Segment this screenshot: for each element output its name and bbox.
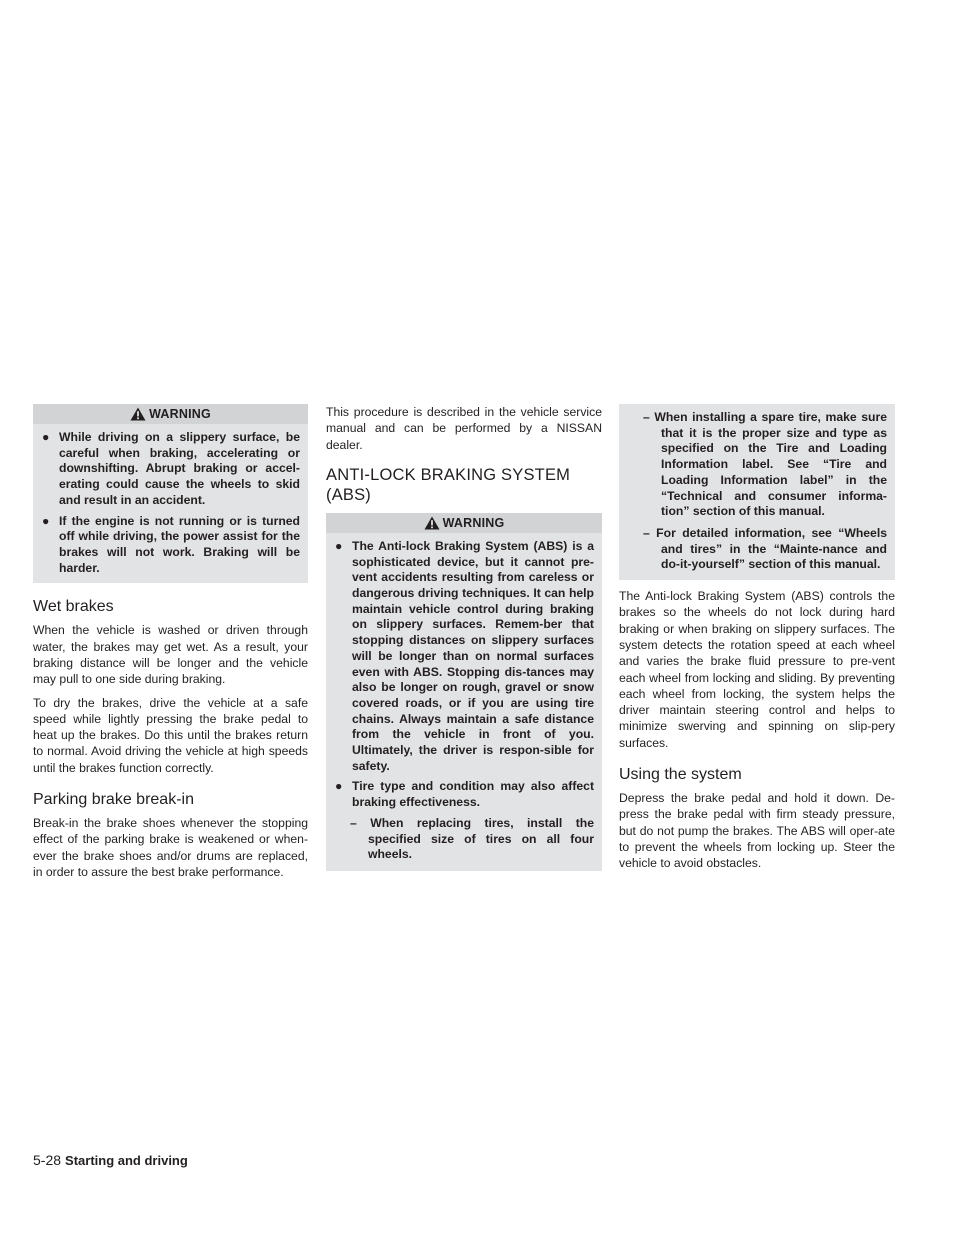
abs-section-heading: ANTI-LOCK BRAKING SYSTEM (ABS): [326, 465, 571, 504]
warning-triangle-icon: [130, 407, 146, 421]
warning-sub-item: – When installing a spare tire, make sure that it is the proper size and type as specified on the Tire and Loading Information label. See “Tire and Loading Information label” in the “Technical and consumer informa-tion” section of this manual.: [643, 410, 887, 519]
warning-item: ● While driving on a slippery surface, be careful when braking, accelerating or downshifting. Abrupt braking or accel-erating could cause the wheels to skid and result in an accident.: [42, 430, 300, 507]
parking-brake-paragraph: Break-in the brake shoes whenever the stopping effect of the parking brake is weakened or when-ever the brake shoes and/or drums are replaced, in order to assure the best brake performance.: [33, 816, 308, 879]
warning-box-continued: [619, 404, 895, 580]
warning-box-brakes: [33, 404, 308, 583]
column-1: [33, 404, 308, 887]
column-3: [619, 404, 895, 878]
warning-sub-item: – For detailed information, see “Wheels and tires” in the “Mainte-nance and do-it-yourself” section of this manual.: [643, 525, 887, 572]
page-number: 5-28: [33, 1152, 62, 1168]
warning-box-abs: [326, 513, 602, 871]
warning-title: WARNING: [149, 407, 211, 421]
wet-brakes-paragraph-2: To dry the brakes, drive the vehicle at a safe speed while lightly pressing the brake pedal to heat up the brakes. Do this until the brakes return to normal. Avoid driving the vehicle at high speeds until the brakes function correctly.: [33, 695, 308, 775]
column-2: [326, 404, 602, 871]
using-system-paragraph: Depress the brake pedal and hold it down. De-press the brake pedal with firm steady pressure, but do not pump the brakes. The ABS will oper-ate to prevent the wheels from locking up. Steer the vehicle to avoid obstacles.: [619, 791, 895, 871]
warning-header: [326, 513, 602, 533]
page-footer: [33, 1152, 188, 1168]
parking-brake-heading: Parking brake break-in: [33, 791, 194, 808]
warning-item: ● Tire type and condition may also affect braking effectiveness.: [335, 779, 594, 810]
warning-triangle-icon: [424, 516, 440, 530]
wet-brakes-paragraph-1: When the vehicle is washed or driven through water, the brakes may get wet. As a result, your braking distance will be longer and the vehicle may pull to one side during braking.: [33, 623, 308, 687]
warning-sub-item: – When replacing tires, install the specified size of tires on all four wheels.: [350, 815, 594, 862]
warning-title: WARNING: [442, 515, 505, 530]
wet-brakes-heading: Wet brakes: [33, 598, 114, 616]
bullet-dot: ●: [335, 779, 343, 794]
section-title: Starting and driving: [65, 1153, 188, 1168]
abs-description-paragraph: The Anti-lock Braking System (ABS) controls the brakes so the wheels do not lock during hard braking or when braking on slippery surfaces. The system detects the rotation speed at each wheel and varies the brake fluid pressure to pre-vent each wheel from locking and sliding. By preventing each wheel from locking, the system helps the driver maintain steering control and helps to minimize swerving and spinning on slip-pery surfaces.: [619, 589, 895, 750]
bullet-dot: ●: [42, 430, 50, 444]
bullet-dot: ●: [335, 538, 343, 553]
bullet-dot: ●: [42, 513, 50, 528]
warning-item: ● The Anti-lock Braking System (ABS) is a sophisticated device, but it cannot pre-vent accidents resulting from careless or dangerous driving techniques. It can help maintain vehicle control during braking on slippery surfaces. Remem-ber that stopping distances on slippery surfaces will be longer than on normal surfaces even with ABS. Stopping dis-tances may also be longer on rough, gravel or snow covered roads, or if you are using tire chains. Always maintain a safe distance from the vehicle in front of you. Ultimately, the driver is respon-sible for safety.: [335, 538, 594, 773]
warning-item: ● If the engine is not running or is turned off while driving, the power assist for the brakes will not work. Braking will be harder.: [42, 513, 300, 575]
service-manual-paragraph: This procedure is described in the vehicle service manual and can be performed by a NISSAN dealer.: [326, 405, 602, 452]
using-system-heading: Using the system: [619, 766, 742, 783]
warning-header: [33, 404, 308, 424]
